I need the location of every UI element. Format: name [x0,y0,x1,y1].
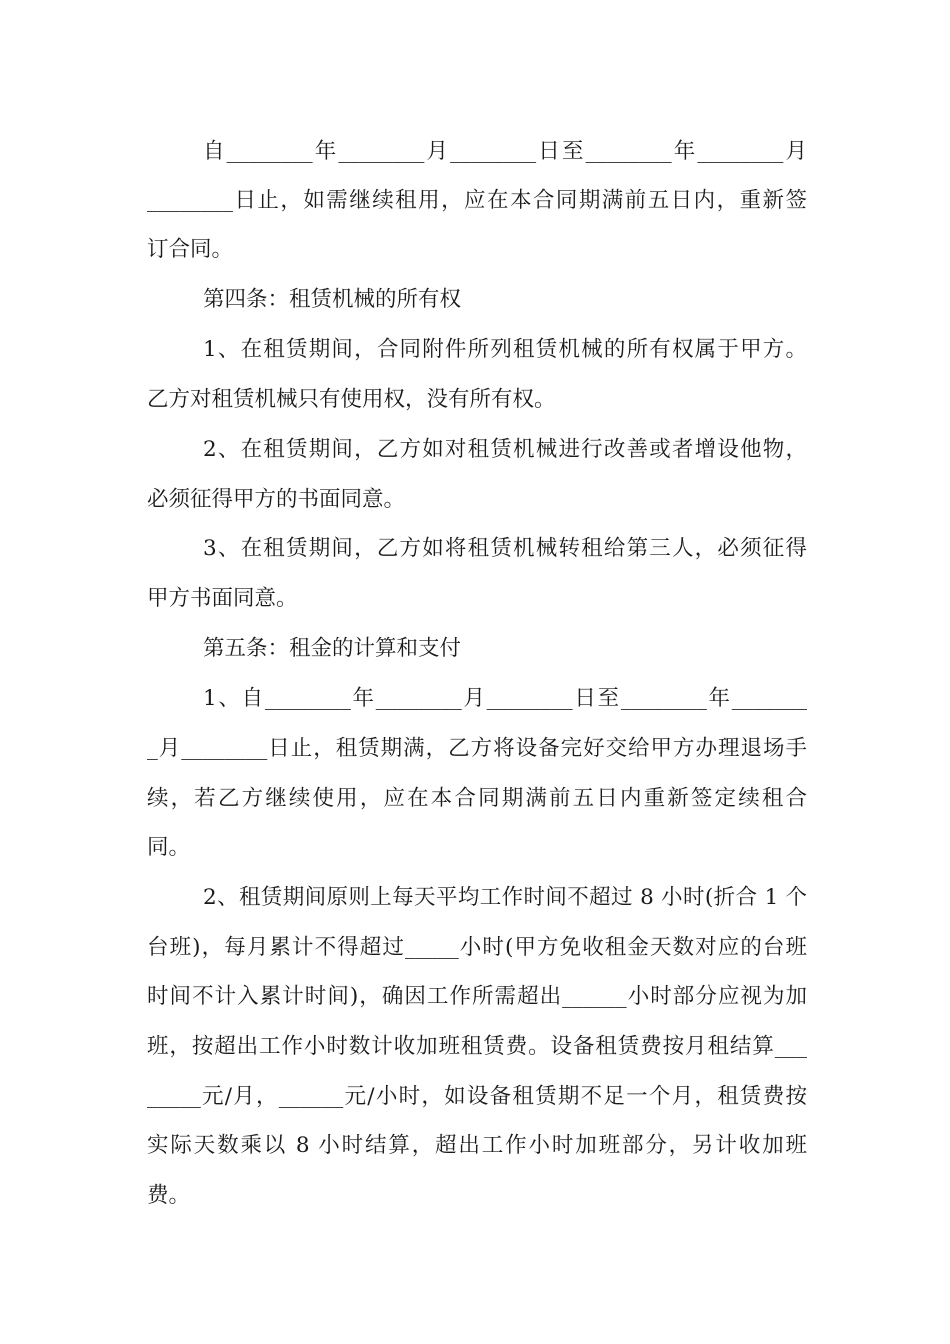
paragraph-line: 实际天数乘以 8 小时结算，超出工作小时加班部分，另计收加班 [147,1133,807,1158]
section-heading: 第五条：租金的计算和支付 [203,636,462,661]
paragraph-line: 1、在租赁期间，合同附件所列租赁机械的所有权属于甲方。 [203,337,807,362]
paragraph-line: 台班)，每月累计不得超过_____小时(甲方免收租金天数对应的台班 [147,935,807,960]
paragraph-line: 自________年________月________日至________年________月 [203,139,807,164]
paragraph-line: 时间不计入累计时间)，确因工作所需超出______小时部分应视为加 [147,984,807,1009]
paragraph-line: 同。 [147,835,191,860]
paragraph-line: 甲方书面同意。 [147,586,298,611]
paragraph-line: 订合同。 [147,237,234,262]
paragraph-line: 3、在租赁期间，乙方如将租赁机械转租给第三人，必须征得 [203,536,807,561]
section-heading: 第四条：租赁机械的所有权 [203,287,462,312]
paragraph-line: 班，按超出工作小时数计收加班租赁费。设备租赁费按月租结算___ [147,1034,807,1059]
paragraph-line: _____元/月，______元/小时，如设备租赁期不足一个月，租赁费按 [147,1084,807,1109]
paragraph-line: ________日止，如需继续租用，应在本合同期满前五日内，重新签 [147,188,807,213]
paragraph-line: 2、租赁期间原则上每天平均工作时间不超过 8 小时(折合 1 个 [203,885,807,910]
paragraph-line: 费。 [147,1183,191,1208]
paragraph-line: _月________日止，租赁期满，乙方将设备完好交给甲方办理退场手 [147,736,807,761]
paragraph-line: 1、自________年________月________日至________年_______ [203,686,807,711]
paragraph-line: 2、在租赁期间，乙方如对租赁机械进行改善或者增设他物， [203,437,807,462]
paragraph-line: 续，若乙方继续使用，应在本合同期满前五日内重新签定续租合 [147,786,807,811]
paragraph-line: 必须征得甲方的书面同意。 [147,487,406,512]
paragraph-line: 乙方对租赁机械只有使用权，没有所有权。 [147,387,556,412]
